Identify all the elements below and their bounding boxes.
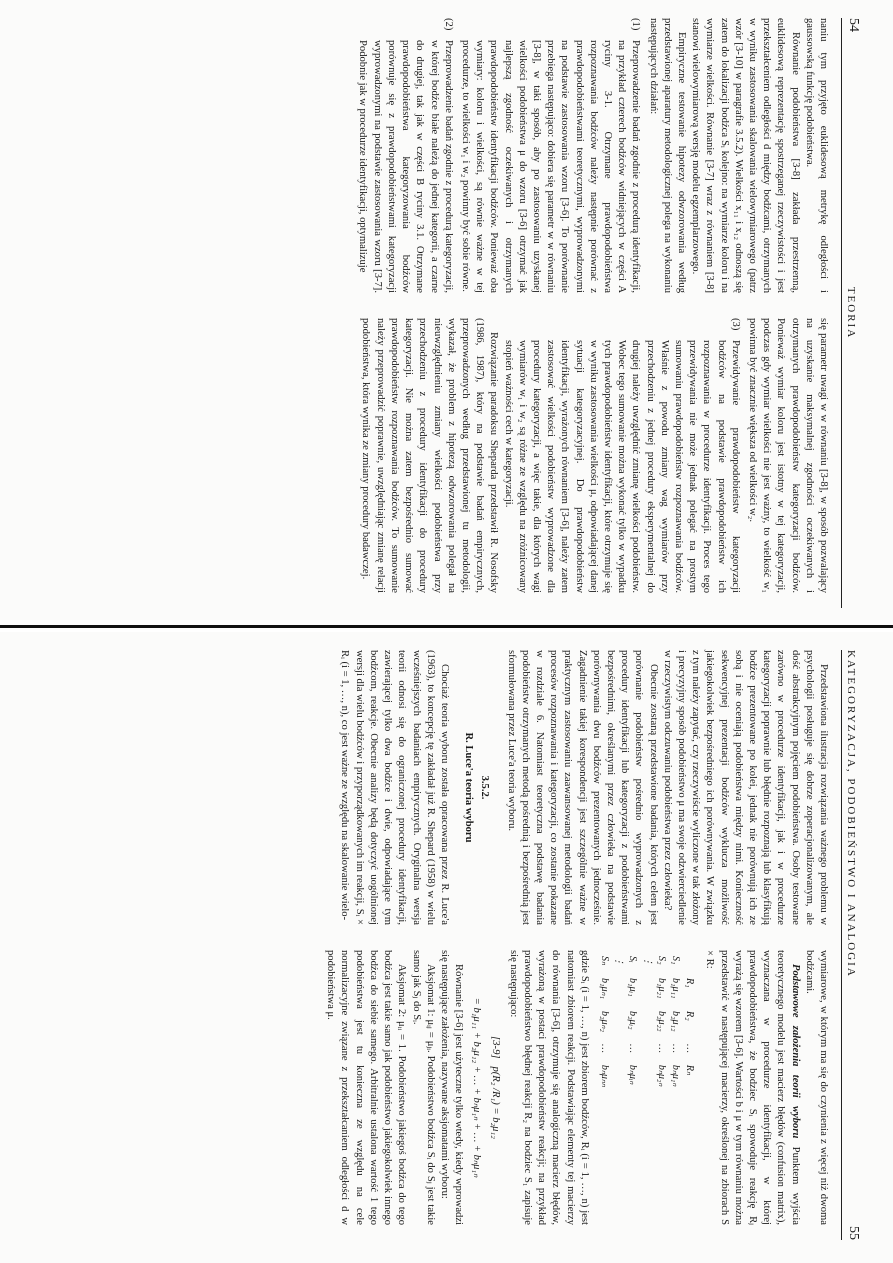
section-title: R. Luce'a teoria wyboru [463, 732, 475, 843]
matrix-cell: b₁μ₁₁ [669, 978, 681, 999]
axiom-1: Aksjomat 1: μᵢⱼ = μⱼᵢ. Podobieństwo bodźca Sᵢ do Sⱼ jest takie samo jak Sⱼ do Sᵢ. [410, 950, 436, 1225]
list-item [355, 18, 454, 293]
matrix-cell: R₁ [684, 978, 696, 988]
paragraph: Chociaż teoria wyboru została opracowana przez R. Luce'a (1963), to koncepcję tę zakładał już R. Shepard (1958) w wielu wcześniejszych badaniach empirycznych. Oryginalna wersja teorii odnosi się do ograniczonej procedury identyfikacji, zawierającej tylko dwa bodźce i dwie, odpowiadające tym bodźcom, reakcje. Obecnie analizy będą dotyczyć uogólnionej wersji dla wielu bodźców i przyporządkowanych im reakcji, Sᵢ × Rᵢ (i = 1, …, n), co jest ważne ze względu na skalowanie wielo- [339, 650, 450, 925]
matrix-row [611, 950, 625, 1093]
matrix-cell: b₁μₙ₁ [598, 978, 610, 999]
matrix-cell: … [684, 1043, 696, 1053]
page-header [841, 18, 860, 608]
paragraph: Obecnie zostaną przedstawione badania, których celem jest porównanie podobieństw pośrednio wyprowadzonych z procedury identyfikacji lub kategoryzacji z podobieństwami bezpośrednimi, określanymi przez człowieka na podstawie porównywania dwu bodźców prezentowanych jednocześnie. Zagadnienie takiej korespondencji jest szczególnie ważne w praktycznym zastosowaniu zaawansowanej metodologii badań procesów rozpoznawania i kategoryzacji, co zostanie pokazane w rozdziale 6. Natomiast teoretyczna podstawę badania podobieństw otrzymanych metodą pośrednią i bezpośrednią jest sformułowana przez Luce'a teoria wyboru. [505, 650, 659, 925]
paragraph: gdzie Sᵢ (i = 1, …, n) jest zbiorem bodźców, Rᵢ (i = 1, …, n) jest natomiast zbiorem reakcji. Podstawiając elementy tej macierzy do równania [3-6], otrzymuje się analogiczną macierz błędów, wyrażoną w postaci prawdopodobieństw reakcji; na przykład prawdopodobieństwo błędnej reakcji R₂ na bodziec S₁ zapisuje się następująco: [507, 950, 590, 1225]
matrix-cell [611, 1059, 625, 1093]
equation-denominator: = b₁μ₁₁ + b₂μ₁₂ + … + bₙμ₁ₙ + … + bₙμ₁ₙ [471, 997, 483, 1178]
matrix-cell [639, 972, 653, 1005]
equation-label: [3-9] [489, 1036, 501, 1059]
column-left [337, 650, 830, 925]
matrix-cell: … [669, 1043, 681, 1053]
matrix-cell: Rₙ [684, 1064, 696, 1075]
paragraph: się parametr uwagi w w równaniu [3-8], w sposób pozwalający na uzyskanie maksymalnej zgodności oczekiwanych i otrzymanych prawdopodobieństw kategoryzacji bodźców. Ponieważ wymiar koloru jest istotny w tej kategoryzacji, podczas gdy wymiar wielkości nie jest ważny, to wielkość w₁ powinna być znacznie większa od wielkości w₂. [746, 318, 829, 593]
paragraph: naniu tym przyjęto euklidesową metrykę odległości i gaussowską funkcję podobieństwa. [803, 18, 829, 293]
paragraph: Przedstawiona ilustracja rozwiązania ważnego problemu w psychologii posługuje się dobrze zoperacjonalizowanym, ale dość abstrakcyjnym pojęciem podobieństwa. Osoby testowane zarówno w procedurze identyfikacji, jak i w procedurze kategoryzacji poprawnie lub błędnie rozpoznają lub klasyfikują bodźce prezentowane po kolei, jednak nie porównują ich ze sobą i nie oceniają podobieństwa między nimi. Konieczność sekwencyjnej prezentacji bodźców wyklucza możliwość jakiegokolwiek bezpośredniego ich porównywania. W związku z tym należy zapytać, czy rzeczywiście wyliczone w tak złożony i precyzyjny sposób podobieństwo μ ma swoje odzwierciedlenie w rzeczywistym odczuwaniu podobieństwa przez człowieka? [661, 650, 829, 925]
paragraph: Punktem wyjścia teoretycznego modelu jest macierz błędów (confusion matrix), wyznaczana w procedurze identyfikacji, w której prawdopodobieństwa, że bodziec Sᵢ spowoduje reakcję Rⱼ wyrażą się wzorem [3-6]. Wartości b i μ w tym równaniu można przedstawić w następującej macierzy, określonej na zbiorach S × R: [704, 950, 801, 1225]
matrix-cell: b₂μₙ₂ [598, 1010, 610, 1032]
matrix-cell [611, 1005, 625, 1038]
list-item [458, 18, 643, 293]
list-item [500, 318, 741, 593]
column-right [358, 318, 830, 593]
page-54 [0, 0, 893, 620]
list-marker: (3) [729, 318, 741, 331]
paragraph: Równanie podobieństwa [3-8] zakłada przestrzenną, euklidesową reprezentację spostrzeganej rzeczywistości i jest przekształceniem odległości d między bodźcami, otrzymanych w wyniku zastosowania skalowania wielowymiarowego (patrz wzór [3-10] w paragrafie 3.5.2). Wielkości x₁₁ i x₁₂ odnoszą się zatem do lokalizacji bodźca Sᵢ kolejno: na wymiarze koloru i na wymiarze wielkości. Równanie [3-7] wraz z równaniem [3-8] stanowi wielowymiarową wersję modelu egzemplarzowego. [690, 18, 801, 293]
section-number: 3.5.2. [479, 775, 491, 800]
matrix-cell: b₂μ₁₂ [669, 1010, 681, 1032]
matrix-cell [639, 1038, 653, 1059]
list-item-text: Przewidywanie prawdopodobieństw kategoryzacji bodźców na podstawie prawdopodobieństw ich rozpoznawania w procedurze identyfikacji. Proces tego przewidywania nie może jednak polegać na prostym sumowaniu prawdopodobieństw rozpoznawania bodźców. Właśnie z powodu zmiany wag wymiarów przy przechodzeniu z jednej procedury eksperymentalnej do drugiej należy uwzględnić zmianę wielkości podobieństw. Wobec tego sumowanie można wykonać tylko w wypadku tych prawdopodobieństw identyfikacji, które otrzymuje się w wyniku zastosowania wielkości μ, odpowiadającej danej sytuacji kategoryzacyjnej. Do prawdopodobieństw identyfikacji, wyrażonych równaniem [3-6], należy zatem zastosować wielkości podobieństw wyprowadzone dla procedury kategoryzacji, a więc takie, dla których wagi wymiarów w₁ i w₂ są różne ze względu na zróżnicowany stopień ważności cech w kategoryzacji. [502, 340, 741, 593]
page-header [841, 650, 860, 1240]
matrix-cell [639, 1059, 653, 1093]
matrix-cell: bₙμ₁ₙ [669, 1064, 681, 1087]
paragraph: Rozwiązanie paradoksu Sheparda przedstawił R. Nosofsky (1986, 1987), który na podstawie badań empirycznych, przeprowadzonych według przedstawionej tu metodologii, wykazał, że problem z hipotezą odwzorowania polegał na nieuwzględnieniu zmiany wielkości podobieństwa przy przechodzeniu z procedury identyfikacji do procedury kategoryzacji. Nie można zatem bezpośrednio sumować prawdopodobieństw rozpoznawania bodźców. To sumowanie należy przeprowadzić poprawnie, uwzględniając zmianę relacji podobieństwa, która wynika ze zmiany procedury badawczej. [360, 318, 500, 593]
matrix-cell: ⋮ [641, 956, 653, 966]
matrix-cell: Sᵢ [627, 956, 639, 963]
matrix-cell [639, 1005, 653, 1038]
matrix-cell: bₙμₙₙ [598, 1064, 610, 1087]
matrix-row [668, 950, 682, 1093]
matrix-row [597, 950, 611, 1093]
matrix-cell: b₁μ₂₁ [655, 978, 667, 999]
subheading: Podstawowe założenia teorii wyboru [789, 964, 801, 1139]
running-head: KATEGORYZACJA, PODOBIEŃSTWO I ANALOGIA [845, 650, 857, 978]
matrix-cell: R₂ [684, 1010, 696, 1021]
matrix-cell: b₂μ₂₂ [655, 1010, 667, 1032]
matrix-row [625, 950, 639, 1093]
list-item-text: Przeprowadzenie badań zgodnie z procedurą kategoryzacji, w której bodźce białe należą do jednej kategorii, a czarne do drugiej, tak jak w części B ryciny 3.1. Otrzymane prawdopodobieństwa kategoryzowania bodźców porównuje się z prawdopodobieństwami kategoryzacji wyprowadzonymi na podstawie zastosowania wzoru [3-7]. Podobnie jak w procedurze identyfikacji, optymalizuje [357, 40, 454, 293]
paragraph: wymiarowe, w którym ma się do czynienia z więcej niż dwoma bodźcami. [803, 950, 829, 1225]
matrix-cell: bₙμᵢₙ [627, 1064, 639, 1085]
list-marker: (1) [630, 18, 642, 31]
list-marker: (2) [442, 18, 454, 31]
matrix-cell: b₁μᵢ₁ [627, 978, 639, 997]
page-number: 54 [846, 18, 861, 32]
paragraph: Równanie [3-6] jest użyteczne tylko wtedy, kiedy wprowadzi się następujące założenia, nazywane aksjomatami wyboru: [438, 950, 465, 1225]
matrix-cell [682, 950, 696, 972]
paragraph: Empiryczne testowanie hipotezy odwzorowania według przedstawionej aparatury metodologicznej polega na wykonaniu następujących działań: [647, 18, 687, 293]
column-right [323, 950, 830, 1225]
matrix-row [639, 950, 653, 1093]
matrix-cell [611, 972, 625, 1005]
matrix-cell [611, 1038, 625, 1059]
page-54-rotated-content [10, 18, 860, 608]
matrix-header-row [682, 950, 696, 1093]
matrix-cell: S₂ [655, 956, 667, 965]
axiom-2: Aksjomat 2: μᵢᵢ = 1. Podobieństwo jakiegoś bodźca do tego bodźca jest takie samo jak podobieństwo jakiegokolwiek innego bodźca do siebie samego. Arbitralnie ustalona wartość 1 tego podobieństwa jest tu konieczna ze względu na cele normalizacyjne związane z przekształcaniem odległości d w podobieństwa μ. [325, 950, 408, 1225]
page-gutter-divider [0, 620, 893, 632]
matrix-cell: Sₙ [598, 956, 610, 965]
page-55 [0, 632, 893, 1263]
page-number: 55 [846, 1226, 861, 1240]
matrix-row [654, 950, 668, 1093]
equation-lhs: p(R₂ /R₁) = [489, 1066, 501, 1115]
equation-numerator: b₂μ₁₂ [489, 1117, 501, 1139]
confusion-matrix [597, 950, 696, 1225]
matrix-cell: S₁ [669, 956, 681, 965]
column-left [355, 18, 830, 293]
list-item-text: Przeprowadzenie badań zgodnie z procedurą identyfikacji, na przykład czterech bodźców widniejących w części A ryciny 3-1. Otrzymane prawdopodobieństwa rozpoznawania bodźców należy następnie porównać z prawdopodobieństwami teoretycznymi, wyprowadzonymi na podstawie zastosowania wzoru [3-6]. To porównanie przebiega następująco: dobiera się parametr w w równaniu [3-8], w taki sposób, aby po zastosowaniu uzyskanej wielkości podobieństwa μ do wzoru [3-6] otrzymać jak najlepszą zgodność oczekiwanych i otrzymanych prawdopodobieństw identyfikacji bodźców. Ponieważ oba wymiary: koloru i wielkości, są równie ważne w tej procedurze, to wielkości w₁ i w₂ powinny być sobie równe. [459, 40, 642, 293]
matrix-cell: ⋮ [613, 956, 625, 966]
matrix-cell: … [655, 1043, 667, 1053]
matrix-cell: b₂μᵢ₂ [627, 1010, 639, 1030]
matrix-cell: … [627, 1043, 639, 1053]
matrix-cell: bₙμ₂ₙ [655, 1064, 667, 1087]
page-55-rotated-content [10, 650, 860, 1240]
matrix-cell: … [598, 1043, 610, 1053]
running-head: TEORIA [845, 286, 857, 340]
matrix-table [597, 950, 696, 1093]
equation-3-9 [487, 950, 501, 1225]
